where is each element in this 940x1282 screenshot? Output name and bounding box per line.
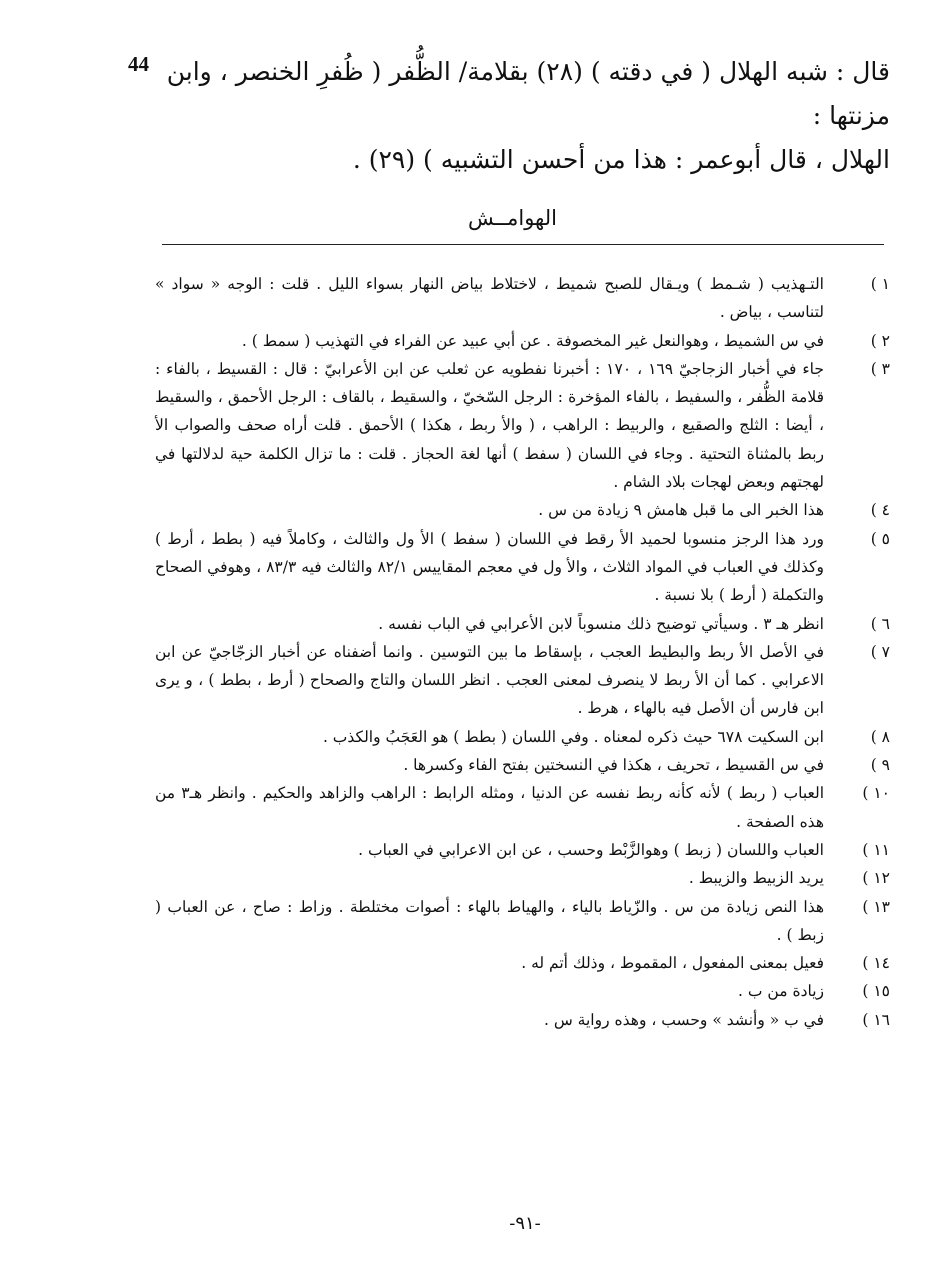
footnote-text: يريد الزبيط والزيبط . xyxy=(688,869,824,888)
footnote-text: التـهذيب ( شـمط ) ويـقال للصبح شميط ، لاختلاط بياض النهار بسواء الليل . قلت : الوجه « سواد » لتناسب ، بياض . xyxy=(155,275,824,322)
footnote-number: ١٦ ) xyxy=(862,1010,890,1029)
footnote-5 xyxy=(155,525,890,610)
footnote-13 xyxy=(155,893,890,950)
footnote-3 xyxy=(155,355,890,496)
footnote-text: ورد هذا الرجز منسوبا لحميد الأ رقط في اللسان ( سفط ) الأ ول والثالث ، وكاملاً فيه ( بطط ، أرط ) وكذلك في العباب في المواد الثلاث ، والأ ول في معجم المقاييس ٨٢/١ والثالث فيه ٨٣/٣ ، وهوفي الصحاح والتكملة ( أرط ) بلا نسبة . xyxy=(155,529,824,605)
footnote-12 xyxy=(155,864,890,892)
footnote-text: جاء في أخبار الزجاجيّ ١٦٩ ، ١٧٠ : أخبرنا نفطويه عن ثعلب عن ابن الأعرابيّ : قال : القسيط ، بالفاء : قلامة الظُّفر ، والسفيط ، بالفاء المؤخرة : الرجل السّخيّ ، والسقيط ، بالقاف : الرجل الأحمق ، والسقيط ، أيضا : الثلج والصقيع ، والربيط : الراهب ، ( والأ ربط ، هكذا ) الأحمق . قلت أراه صحف والصواب الأ ربط بالمثناة التحتية . وجاء في اللسان ( سفط ) أنها لغة الحجاز . قلت : ما تزال الكلمة حية لدلالتها في لهجتهم وبعض لهجات بلاد الشام . xyxy=(155,359,824,492)
footnote-11 xyxy=(155,836,890,864)
footnote-text: انظر هـ ٣ . وسيأتي توضيح ذلك منسوباً لابن الأعرابي في الباب نفسه . xyxy=(378,614,824,633)
footnote-number: ٨ ) xyxy=(870,727,890,746)
main-line-2: الهلال ، قال أبوعمر : هذا من أحسن التشبيه ) (٢٩) . xyxy=(352,145,890,174)
footnote-text: زيادة من ب . xyxy=(738,982,824,1001)
footnote-9 xyxy=(155,751,890,779)
footnote-text: في س القسيط ، تحريف ، هكذا في النسختين بفتح الفاء وكسرها . xyxy=(403,756,824,775)
footnote-8 xyxy=(155,723,890,751)
footnote-number: ٦ ) xyxy=(870,614,890,633)
side-number: 44 xyxy=(128,52,149,76)
footnote-number: ١٠ ) xyxy=(862,784,890,803)
footnote-number: ٩ ) xyxy=(870,756,890,775)
footnote-14 xyxy=(155,949,890,977)
footnote-2 xyxy=(155,327,890,355)
footnote-number: ٥ ) xyxy=(870,529,890,548)
footnotes-list xyxy=(155,270,890,1034)
footnote-text: العباب ( ربط ) لأنه كأنه ربط نفسه عن الدنيا ، ومثله الرابط : الراهب والزاهد والحكيم . وانظر هـ٣ من هذه الصفحة . xyxy=(155,784,825,831)
footnote-number: ٤ ) xyxy=(870,501,890,520)
footnote-number: ١١ ) xyxy=(862,840,890,859)
footnote-text: هذا النص زيادة من س . والزّياط بالياء ، والهياط بالهاء : أصوات مختلطة . وزاط : صاح ، عن العباب ( زبط ) . xyxy=(155,897,824,944)
main-text xyxy=(150,50,890,182)
footnote-4 xyxy=(155,496,890,524)
footnote-text: في ب « وأنشد » وحسب ، وهذه رواية س . xyxy=(543,1010,824,1029)
footnote-number: ١٢ ) xyxy=(862,869,890,888)
footnotes-divider xyxy=(162,244,884,245)
footnote-16 xyxy=(155,1006,890,1034)
footnote-number: ٣ ) xyxy=(870,359,890,378)
footnote-text: العباب واللسان ( زبط ) وهوالزَّبْط وحسب ، عن ابن الاعرابي في العباب . xyxy=(358,840,824,859)
footnote-text: في س الشميط ، وهوالنعل غير المخصوفة . عن أبي عبيد عن الفراء في التهذيب ( سمط ) . xyxy=(241,331,824,350)
footnotes-title: الهوامــش xyxy=(468,206,557,230)
footnote-text: هذا الخبر الى ما قبل هامش ٩ زيادة من س . xyxy=(538,501,824,520)
footnote-text: ابن السكيت ٦٧٨ حيث ذكره لمعناه . وفي اللسان ( بطط ) هو العَجَبُ والكذب . xyxy=(322,727,824,746)
footnote-text: فعيل بمعنى المفعول ، المقموط ، وذلك أتم له . xyxy=(521,954,824,973)
footnote-7 xyxy=(155,638,890,723)
footnote-text: في الأصل الأ ربط والبطيط العجب ، بإسقاط ما بين التوسين . وانما أضفناه عن أخبار الزجّاجيّ عن ابن الاعرابي . كما أن الأ ربط لا ينصرف لمعنى العجب . انظر اللسان والتاج والصحاح ( أرط ، بطط ) ، و يرى ابن فارس أن الأصل فيه بالهاء ، هرط . xyxy=(155,642,824,718)
footnote-number: ١٣ ) xyxy=(862,897,890,916)
footnote-6 xyxy=(155,610,890,638)
footnote-10 xyxy=(155,779,890,836)
footnote-number: ١٤ ) xyxy=(862,954,890,973)
footnote-number: ٢ ) xyxy=(870,331,890,350)
main-line-1: قال : شبه الهلال ( في دقته ) (٢٨) بقلامة/ الظُّفر ( ظُفرِ الخنصر ، وابن مزنتها : xyxy=(166,57,890,130)
footnote-number: ١٥ ) xyxy=(862,982,890,1001)
footnote-1 xyxy=(155,270,890,327)
page-number: -٩١- xyxy=(509,1213,541,1234)
footnote-15 xyxy=(155,977,890,1005)
footnote-number: ٧ ) xyxy=(870,642,890,661)
footnote-number: ١ ) xyxy=(870,275,890,293)
